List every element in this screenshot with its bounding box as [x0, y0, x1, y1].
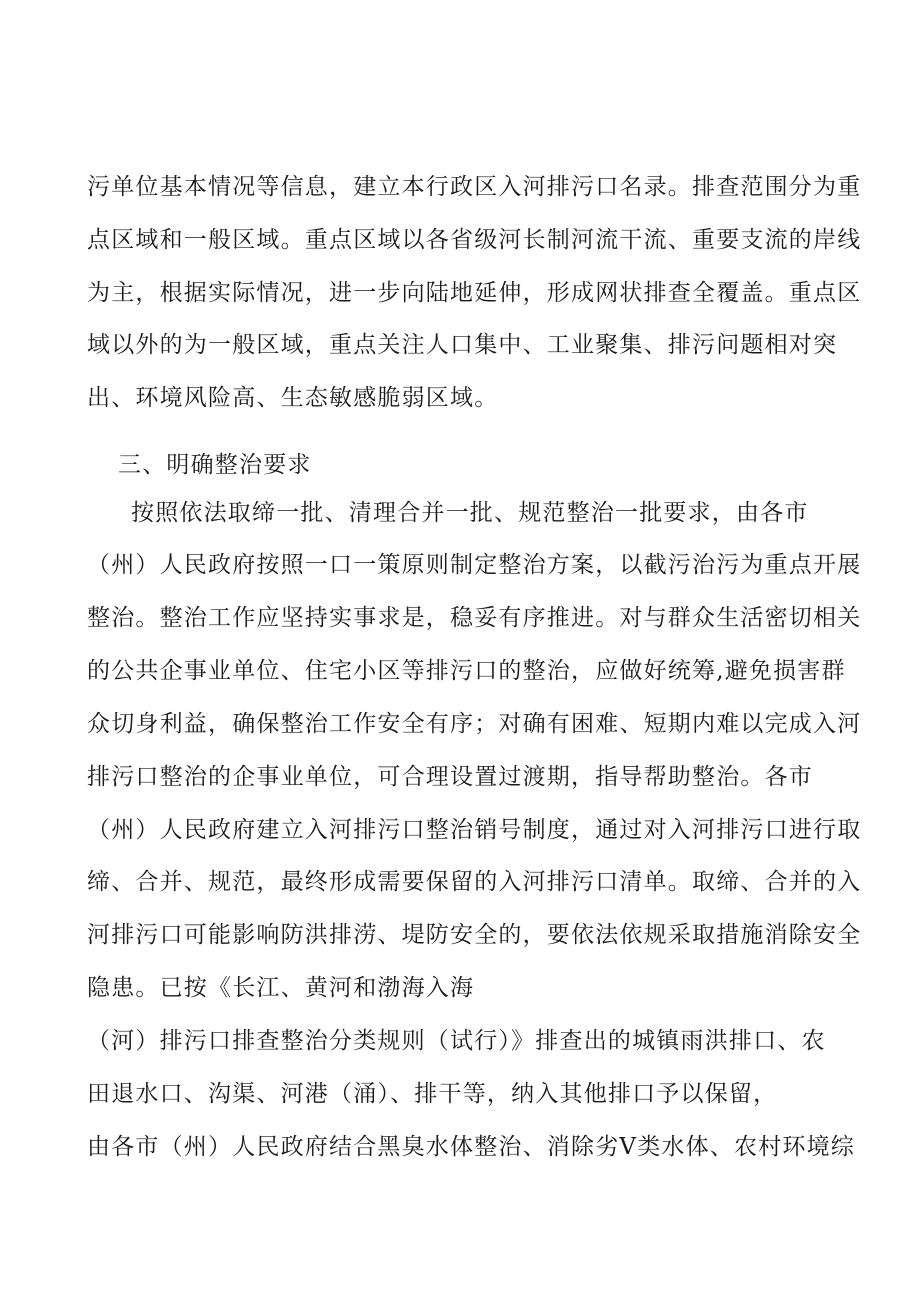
- text-line: （州）人民政府建立入河排污口整治销号制度，通过对入河排污口进行取: [87, 817, 862, 843]
- text-line: 域以外的为一般区域，重点关注人口集中、工业聚集、排污问题相对突: [87, 332, 838, 358]
- text-line: 排污口整治的企事业单位，可合理设置过渡期，指导帮助整治。各市: [87, 764, 813, 790]
- text-line: 的公共企事业单位、住宅小区等排污口的整治，应做好统筹,避免损害群: [87, 658, 846, 684]
- text-line: 点区域和一般区域。重点区域以各省级河长制河流干流、重要支流的岸线: [87, 227, 862, 253]
- section-heading: 三、明确整治要求: [118, 452, 312, 478]
- text-line: 由各市（州）人民政府结合黑臭水体整治、消除劣V类水体、农村环境综: [87, 1134, 856, 1160]
- text-line: 缔、合并、规范，最终形成需要保留的入河排污口清单。取缔、合并的入: [87, 869, 862, 895]
- text-line: 整治。整治工作应坚持实事求是，稳妥有序推进。对与群众生活密切相关: [87, 605, 862, 631]
- text-line: 按照依法取缔一批、清理合并一批、规范整治一批要求，由各市: [131, 500, 809, 526]
- text-line: 出、环境风险高、生态敏感脆弱区域。: [87, 385, 499, 411]
- text-line: 为主，根据实际情况，进一步向陆地延伸，形成网状排查全覆盖。重点区: [87, 280, 862, 306]
- text-line: 污单位基本情况等信息，建立本行政区入河排污口名录。排查范围分为重: [87, 174, 862, 200]
- text-line: 河排污口可能影响防洪排涝、堤防安全的，要依法依规采取措施消除安全: [87, 922, 862, 948]
- text-line: 众切身利益，确保整治工作安全有序；对确有困难、短期内难以完成入河: [87, 711, 862, 737]
- text-line: 隐患。已按《长江、黄河和渤海入海: [87, 975, 475, 1001]
- text-line: （州）人民政府按照一口一策原则制定整治方案，以截污治污为重点开展: [87, 552, 862, 578]
- text-line: （河）排污口排查整治分类规则（试行）》排查出的城镇雨洪排口、农: [87, 1028, 826, 1054]
- text-line: 田退水口、沟渠、河港（涌）、排干等，纳入其他排口予以保留，: [87, 1081, 778, 1107]
